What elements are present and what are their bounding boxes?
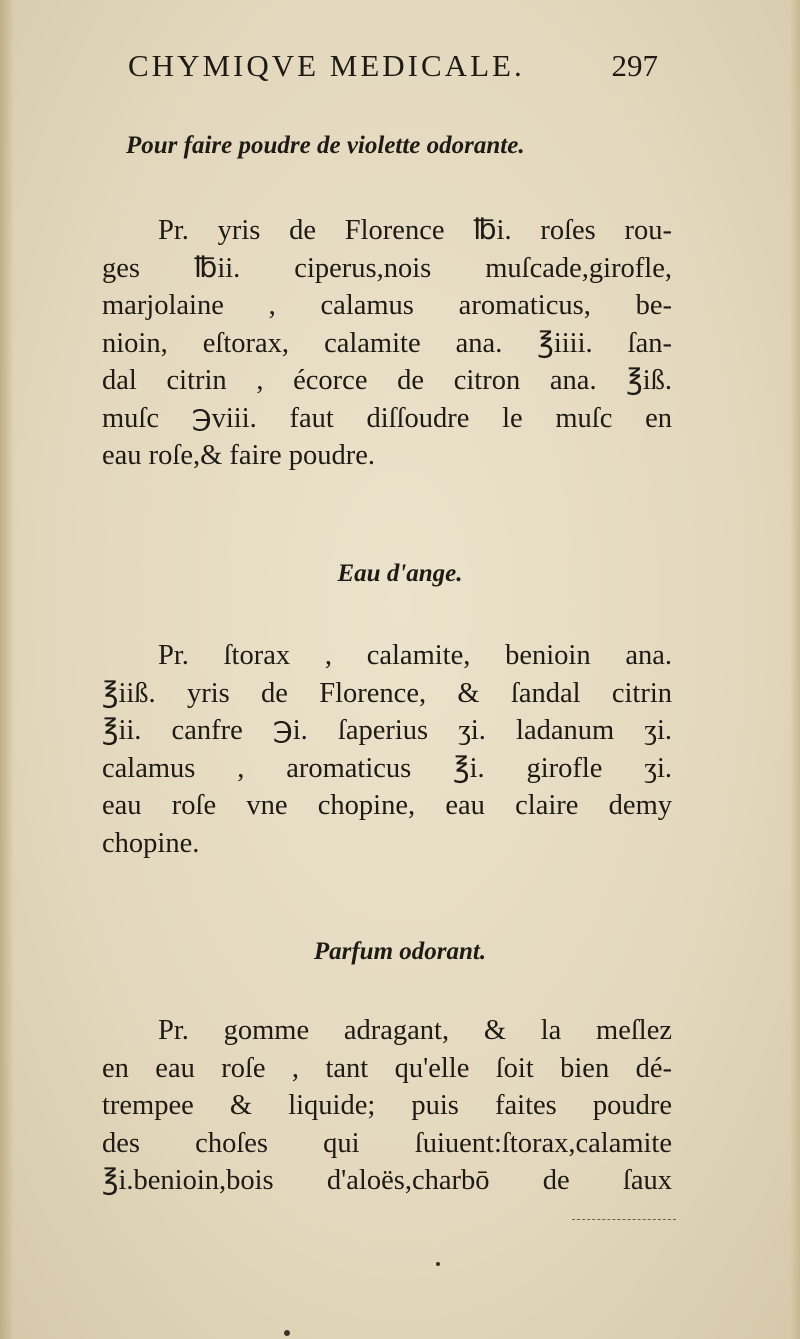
section-heading-text: Parfum odorant. (313, 938, 487, 965)
section-heading-text: Eau d'ange. (337, 560, 463, 587)
text-line: chopine. (102, 827, 200, 859)
text-line: calamus , aromaticus ℥i. girofle ʒi. (102, 752, 672, 784)
text-line: trempee & liquide; puis faites poudre (102, 1090, 672, 1121)
running-title: CHYMIQVE MEDICALE. (128, 48, 525, 83)
text-line: ℥iiß. yris de Florence, & ſandal citrin (102, 677, 672, 709)
text-line: muſc ℈viii. faut diſſoudre le muſc en (102, 402, 672, 434)
catchword-underline (572, 1219, 676, 1220)
section-heading (0, 560, 800, 588)
section-heading-text: Pour faire poudre de violette odorante. (126, 132, 525, 159)
text-line: des choſes qui ſuiuent:ſtorax,calamite (102, 1127, 672, 1159)
section-heading (0, 132, 800, 160)
text-line: ℥i.benioin,bois d'aloës,charbō de ſaux (102, 1165, 672, 1196)
running-head (128, 48, 658, 88)
text-line: Pr. yris de Florence ℔i. roſes rou- (158, 215, 672, 246)
text-line: ℥ii. canfre ℈i. ſaperius ʒi. ladanum ʒi. (102, 715, 672, 746)
text-line: nioin, eſtorax, calamite ana. ℥iiii. ſan- (102, 327, 672, 359)
recipe-paragraph (102, 1012, 672, 1200)
text-line: en eau roſe , tant qu'elle ſoit bien dé- (102, 1052, 672, 1084)
text-line: eau roſe,& faire poudre. (102, 440, 375, 471)
recipe-paragraph (102, 212, 672, 475)
text-line: eau roſe vne chopine, eau claire demy (102, 790, 672, 821)
recipe-paragraph (102, 637, 672, 862)
text-line: Pr. gomme adragant, & la meſlez (158, 1015, 672, 1046)
page-number: 297 (611, 48, 658, 83)
text-line: dal citrin , écorce de citron ana. ℥iß. (102, 365, 672, 396)
section-heading (0, 938, 800, 966)
ink-speck (436, 1262, 440, 1266)
text-line: ges ℔ii. ciperus,nois muſcade,girofle, (102, 252, 672, 284)
text-line: Pr. ſtorax , calamite, benioin ana. (158, 640, 672, 671)
ink-speck (284, 1330, 290, 1336)
text-line: marjolaine , calamus aromaticus, be- (102, 290, 672, 321)
